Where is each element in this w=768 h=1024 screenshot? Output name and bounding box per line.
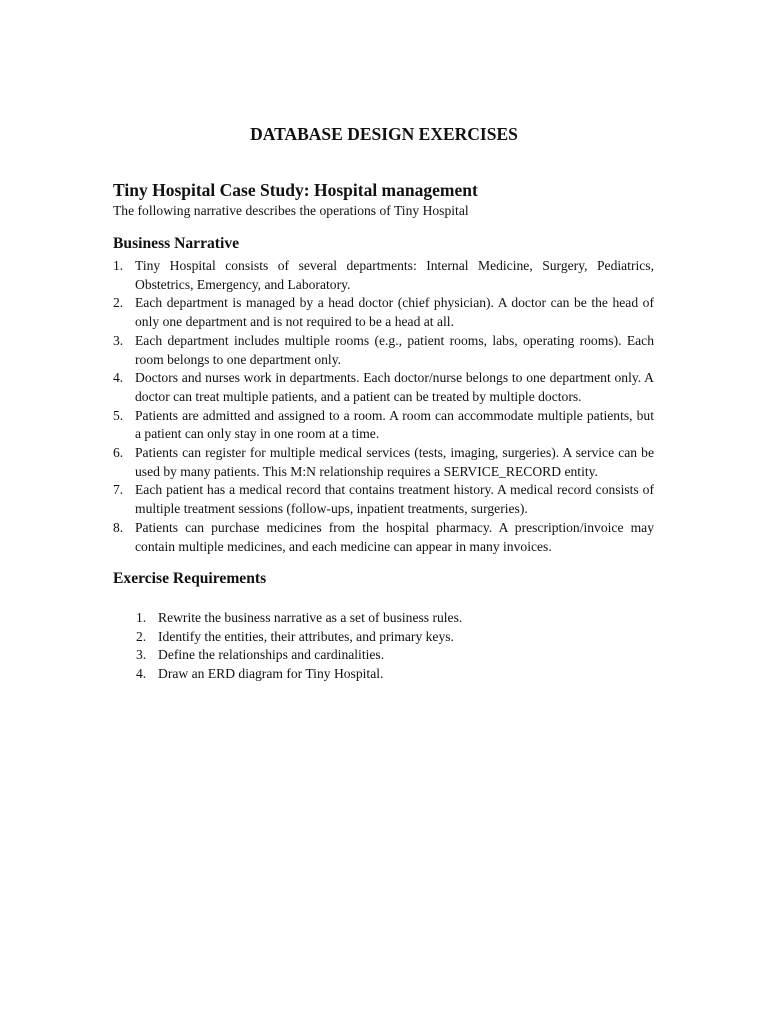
list-item bbox=[136, 646, 656, 665]
exercise-requirements-list bbox=[136, 609, 656, 684]
list-number: 7. bbox=[113, 482, 124, 498]
list-number: 4. bbox=[136, 666, 147, 682]
list-text: Tiny Hospital consists of several departments: Internal Medicine, Surgery, Pediatrics, Obstetrics, Emergency, and Laboratory. bbox=[135, 258, 654, 292]
list-text: Each department includes multiple rooms (e.g., patient rooms, labs, operating rooms). Each room belongs to one department only. bbox=[135, 332, 654, 367]
business-narrative-heading: Business Narrative bbox=[113, 235, 240, 252]
list-item bbox=[113, 332, 654, 369]
list-item bbox=[113, 369, 654, 406]
list-item bbox=[113, 519, 654, 556]
list-number: 1. bbox=[113, 258, 124, 273]
list-text: Patients can register for multiple medical services (tests, imaging, surgeries). A service can be used by many patients. This M:N relationship requires a SERVICE_RECORD entity. bbox=[135, 445, 654, 479]
list-text: Patients can purchase medicines from the hospital pharmacy. A prescription/invoice may contain multiple medicines, and each medicine can appear in many invoices. bbox=[135, 519, 654, 554]
list-number: 5. bbox=[113, 407, 124, 423]
list-item bbox=[113, 444, 654, 481]
list-text: Define the relationships and cardinalities. bbox=[158, 647, 385, 663]
exercise-requirements-heading: Exercise Requirements bbox=[113, 570, 267, 587]
list-text: Rewrite the business narrative as a set of business rules. bbox=[158, 610, 463, 625]
list-text: Each patient has a medical record that contains treatment history. A medical record consists of multiple treatment sessions (follow-ups, inpatient treatments, surgeries). bbox=[135, 482, 654, 517]
business-narrative-list bbox=[113, 257, 654, 556]
list-number: 8. bbox=[113, 519, 124, 535]
list-number: 4. bbox=[113, 370, 124, 386]
list-number: 1. bbox=[136, 610, 147, 625]
list-number: 2. bbox=[136, 628, 147, 644]
list-item bbox=[136, 609, 656, 628]
list-item bbox=[136, 665, 656, 684]
list-item bbox=[136, 628, 656, 647]
list-item bbox=[113, 407, 654, 444]
case-study-title: Tiny Hospital Case Study: Hospital management bbox=[113, 180, 478, 200]
intro-text: The following narrative describes the operations of Tiny Hospital bbox=[113, 203, 469, 218]
list-text: Draw an ERD diagram for Tiny Hospital. bbox=[158, 666, 384, 682]
list-text: Doctors and nurses work in departments. Each doctor/nurse belongs to one department only. A doctor can treat multiple patients, and a patient can be treated by multiple doctors. bbox=[135, 370, 654, 404]
list-number: 6. bbox=[113, 445, 124, 461]
list-number: 2. bbox=[113, 295, 124, 311]
document-title: DATABASE DESIGN EXERCISES bbox=[250, 124, 518, 144]
list-item bbox=[113, 294, 654, 331]
list-item bbox=[113, 481, 654, 518]
list-number: 3. bbox=[113, 332, 124, 348]
list-text: Each department is managed by a head doctor (chief physician). A doctor can be the head of only one department and is not required to be a head at all. bbox=[135, 295, 654, 330]
list-text: Identify the entities, their attributes, and primary keys. bbox=[158, 628, 454, 644]
list-number: 3. bbox=[136, 647, 147, 663]
list-text: Patients are admitted and assigned to a room. A room can accommodate multiple patients, but a patient can only stay in one room at a time. bbox=[135, 407, 654, 442]
list-item bbox=[113, 257, 654, 294]
